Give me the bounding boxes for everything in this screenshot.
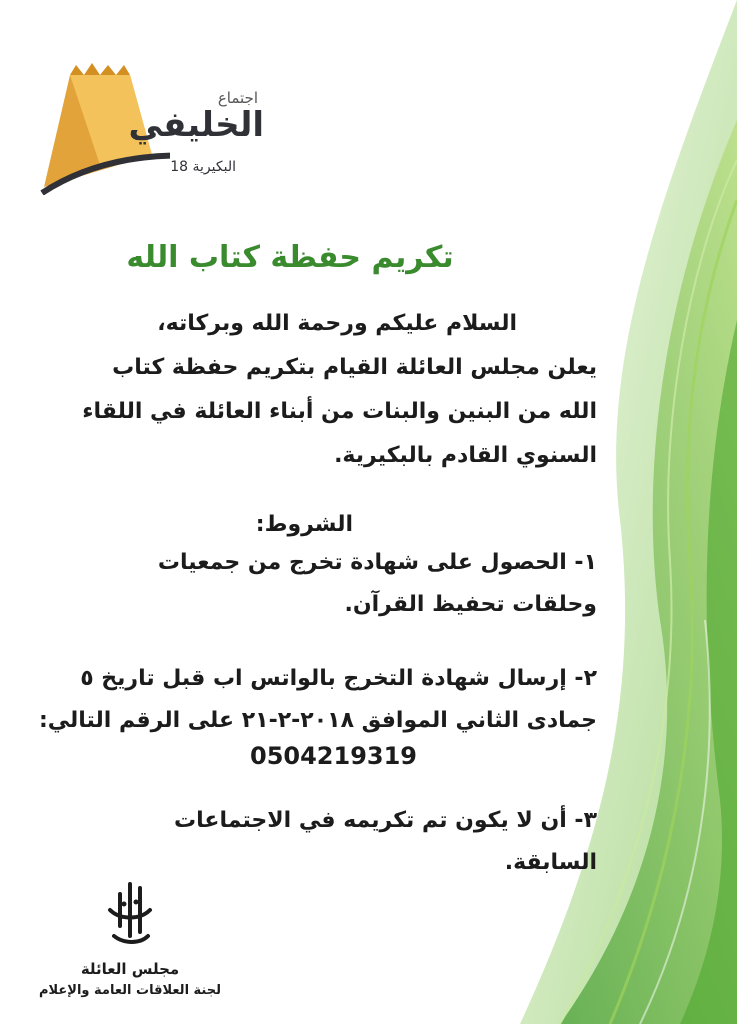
logo-name: الخليفي — [128, 105, 264, 145]
calligraphy-emblem-icon — [100, 880, 160, 950]
conditions-heading: الشروط: — [255, 512, 353, 537]
page-title: تكريم حفظة كتاب الله — [126, 240, 454, 275]
logo-small-text: اجتماع — [217, 89, 258, 107]
condition-3: ٣- أن لا يكون تم تكريمه في الاجتماعات السابقة. — [174, 808, 597, 875]
footer-dept: لجنة العلاقات العامة والإعلام — [38, 983, 221, 998]
greeting-text: السلام عليكم ورحمة الله وبركاته، — [157, 311, 517, 336]
event-logo — [40, 55, 280, 195]
logo-sub-text: البكيرية 18 — [170, 159, 236, 175]
phone-number: 0504219319 — [250, 742, 417, 770]
condition-1: ١- الحصول على شهادة تخرج من جمعيات وحلقات تحفيظ القرآن. — [157, 550, 597, 617]
footer-org: مجلس العائلة — [80, 960, 180, 978]
condition-2: ٢- إرسال شهادة التخرج بالواتس اب قبل تاريخ ٥ جمادى الثاني الموافق ٢٠١٨-٢-٢١ على الرقم التالي: — [38, 666, 597, 733]
intro-paragraph: يعلن مجلس العائلة القيام بتكريم حفظة كتاب الله من البنين والبنات من أبناء العائلة في اللقاء السنوي القادم بالبكيرية. — [82, 355, 597, 468]
